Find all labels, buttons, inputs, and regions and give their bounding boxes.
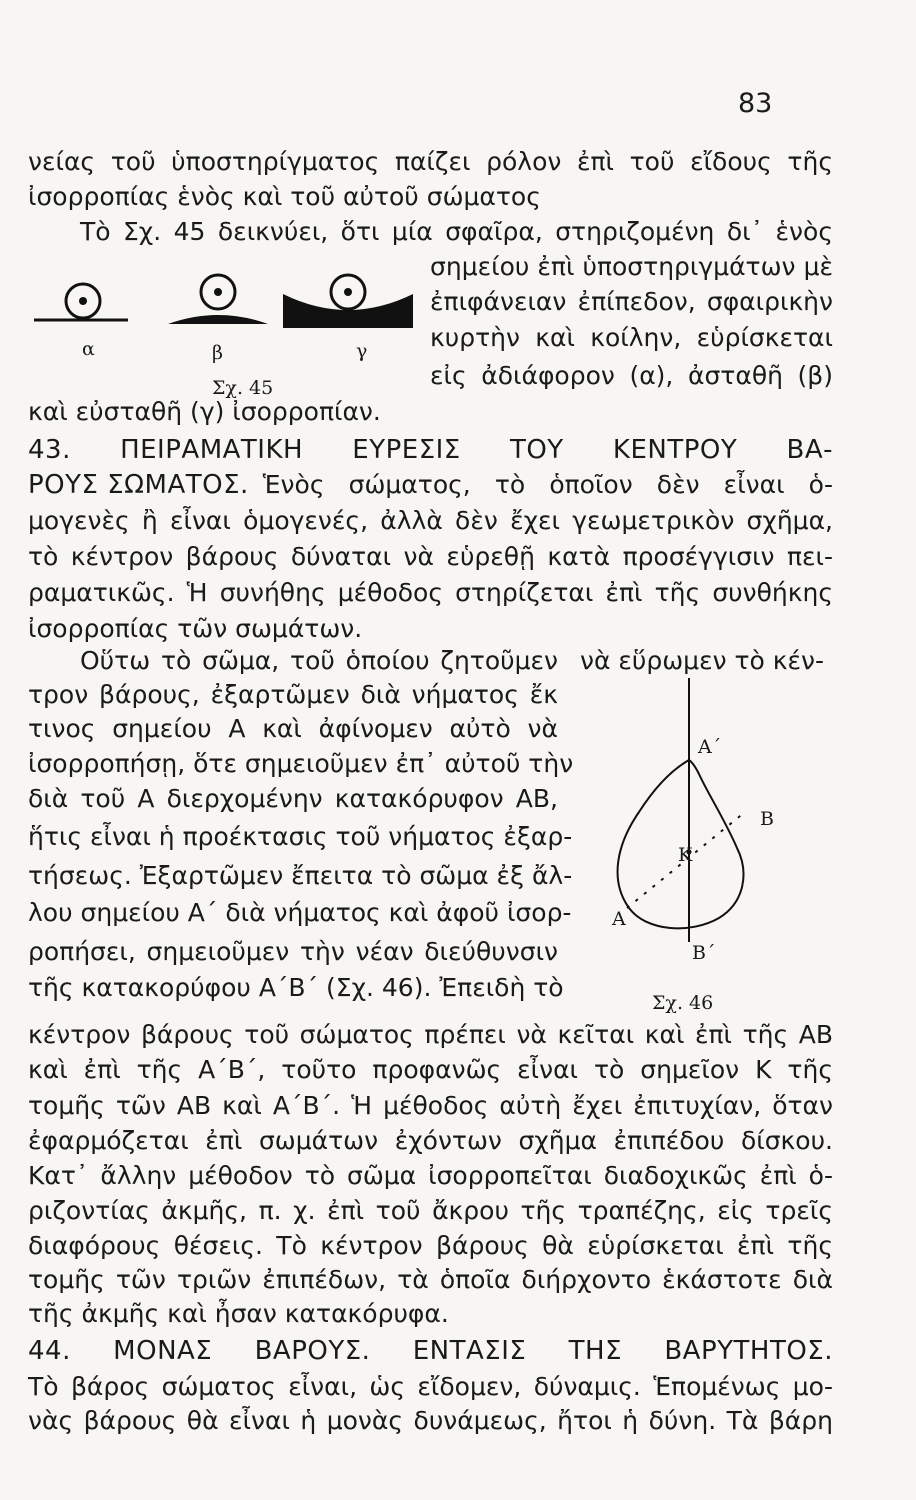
text-line: ροπήσει, σημειοῦμεν τὴν νέαν διεύθυνσιν bbox=[28, 937, 558, 966]
paragraph-start: Τὸ Σχ. 45 δεικνύει, ὅτι μία σφαῖρα, στηριζομένη δι᾽ ἑνὸς bbox=[80, 217, 833, 246]
figure-46-caption: Σχ. 46 bbox=[652, 992, 714, 1014]
text-line: ἰσορροπήσῃ, ὅτε σημειοῦμεν ἐπ᾽ αὐτοῦ τὴν bbox=[28, 749, 574, 778]
text-line: σημείου ἐπὶ ὑποστηριγμάτων μὲ bbox=[430, 252, 833, 281]
figure-45-caption: Σχ. 45 bbox=[212, 377, 274, 399]
text-line: νείας τοῦ ὑποστηρίγματος παίζει ρόλον ἐπὶ τοῦ εἴδους τῆς bbox=[28, 147, 833, 176]
figure-46-label-a: Α bbox=[612, 908, 626, 930]
text-line: ἐπιφάνειαν ἐπίπεδον, σφαιρικὴν bbox=[430, 287, 833, 316]
page-number: 83 bbox=[738, 88, 773, 119]
text-line: νὰς βάρους θὰ εἶναι ἡ μονὰς δυνάμεως, ἤτοι ἡ δύνη. Τὰ βάρη bbox=[28, 1406, 833, 1435]
text-line: καὶ εὐσταθῆ (γ) ἰσορροπίαν. bbox=[28, 397, 381, 426]
text-line: κυρτὴν καὶ κοίλην, εὑρίσκεται bbox=[430, 323, 833, 352]
text-line: τῆς ἀκμῆς καὶ ἦσαν κατακόρυφα. bbox=[28, 1299, 449, 1328]
figure-46-label-b-prime: Β΄ bbox=[692, 942, 716, 964]
figure-46-label-k: Κ bbox=[678, 844, 693, 866]
text-line: ριζοντίας ἀκμῆς, π. χ. ἐπὶ τοῦ ἄκρου τῆς τραπέζης, εἰς τρεῖς bbox=[28, 1196, 833, 1225]
text-line: ραματικῶς. Ἡ συνήθης μέθοδος στηρίζεται ἐπὶ τῆς συνθήκης bbox=[28, 578, 833, 607]
text-line: ἰσορροπίας τῶν σωμάτων. bbox=[28, 614, 363, 643]
section-44-heading: 44. ΜΟΝΑΣ ΒΑΡΟΥΣ. ΕΝΤΑΣΙΣ ΤΗΣ ΒΑΡΥΤΗΤΟΣ. bbox=[28, 1336, 833, 1366]
section-43-heading: 43. ΠΕΙΡΑΜΑΤΙΚΗ ΕΥΡΕΣΙΣ ΤΟΥ ΚΕΝΤΡΟΥ ΒΑ- bbox=[28, 435, 833, 465]
section-43-heading-end: ΡΟΥΣ ΣΩΜΑΤΟΣ. bbox=[28, 470, 249, 500]
text-line: διὰ τοῦ Α διερχομένην κατακόρυφον ΑΒ, bbox=[28, 784, 558, 813]
text-line: ἐφαρμόζεται ἐπὶ σωμάτων ἐχόντων σχῆμα ἐπιπέδου δίσκου. bbox=[28, 1126, 833, 1155]
text-line: τὸ κέντρον βάρους δύναται νὰ εὑρεθῇ κατὰ προσέγγισιν πει- bbox=[28, 542, 833, 571]
figure-45-label-c: γ bbox=[356, 340, 368, 362]
text-line: Τὸ βάρος σώματος εἶναι, ὡς εἴδομεν, δύναμις. Ἑπομένως μο- bbox=[28, 1372, 833, 1401]
text-line: τινος σημείου Α καὶ ἀφίνομεν αὐτὸ νὰ bbox=[28, 714, 558, 743]
text-line: τομῆς τῶν ΑΒ καὶ Α΄Β΄. Ἡ μέθοδος αὐτὴ ἔχει ἐπιτυχίαν, ὅταν bbox=[28, 1091, 833, 1120]
text-line: τήσεως. Ἐξαρτῶμεν ἔπειτα τὸ σῶμα ἐξ ἄλ- bbox=[28, 861, 573, 890]
text-line: τρον βάρους, ἐξαρτῶμεν διὰ νήματος ἔκ bbox=[28, 680, 558, 709]
text-line: λου σημείου Α΄ διὰ νήματος καὶ ἀφοῦ ἰσορ- bbox=[28, 898, 572, 927]
text-line: εἰς ἀδιάφορον (α), ἀσταθῆ (β) bbox=[430, 361, 833, 390]
text-line: τῆς κατακορύφου Α΄Β΄ (Σχ. 46). Ἐπειδὴ τὸ bbox=[28, 973, 564, 1002]
text-line: κέντρον βάρους τοῦ σώματος πρέπει νὰ κεῖται καὶ ἐπὶ τῆς ΑΒ bbox=[28, 1020, 833, 1049]
text-line: Κατ᾽ ἄλλην μέθοδον τὸ σῶμα ἰσορροπεῖται διαδοχικῶς ἐπὶ ὁ- bbox=[28, 1161, 833, 1190]
text-line: διαφόρους θέσεις. Τὸ κέντρον βάρους θὰ εὑρίσκεται ἐπὶ τῆς bbox=[28, 1231, 833, 1260]
text-line: καὶ ἐπὶ τῆς Α΄Β΄, τοῦτο προφανῶς εἶναι τὸ σημεῖον Κ τῆς bbox=[28, 1055, 833, 1084]
figure-46-label-b: Β bbox=[760, 808, 774, 830]
text-line: ἰσορροπίας ἑνὸς καὶ τοῦ αὐτοῦ σώματος bbox=[28, 182, 541, 211]
paragraph-start: Οὕτω τὸ σῶμα, τοῦ ὁποίου ζητοῦμεν bbox=[80, 646, 558, 675]
text-line: Ἑνὸς σώματος, τὸ ὁποῖον δὲν εἶναι ὁ- bbox=[262, 470, 833, 499]
figure-46-label-a-prime: Α΄ bbox=[698, 736, 722, 758]
figure-45-label-a: α bbox=[82, 338, 95, 360]
section-43-heading-continued bbox=[28, 470, 833, 500]
text-line: μογενὲς ἢ εἶναι ὁμογενές, ἀλλὰ δὲν ἔχει γεωμετρικὸν σχῆμα, bbox=[28, 506, 833, 535]
text-line: ἥτις εἶναι ἡ προέκτασις τοῦ νήματος ἐξαρ- bbox=[28, 822, 573, 851]
text-line: τομῆς τῶν τριῶν ἐπιπέδων, τὰ ὁποῖα διήρχοντο ἑκάστοτε διὰ bbox=[28, 1265, 833, 1294]
figure-45-label-b: β bbox=[212, 342, 223, 364]
text-line: νὰ εὕρωμεν τὸ κέν- bbox=[580, 646, 825, 675]
